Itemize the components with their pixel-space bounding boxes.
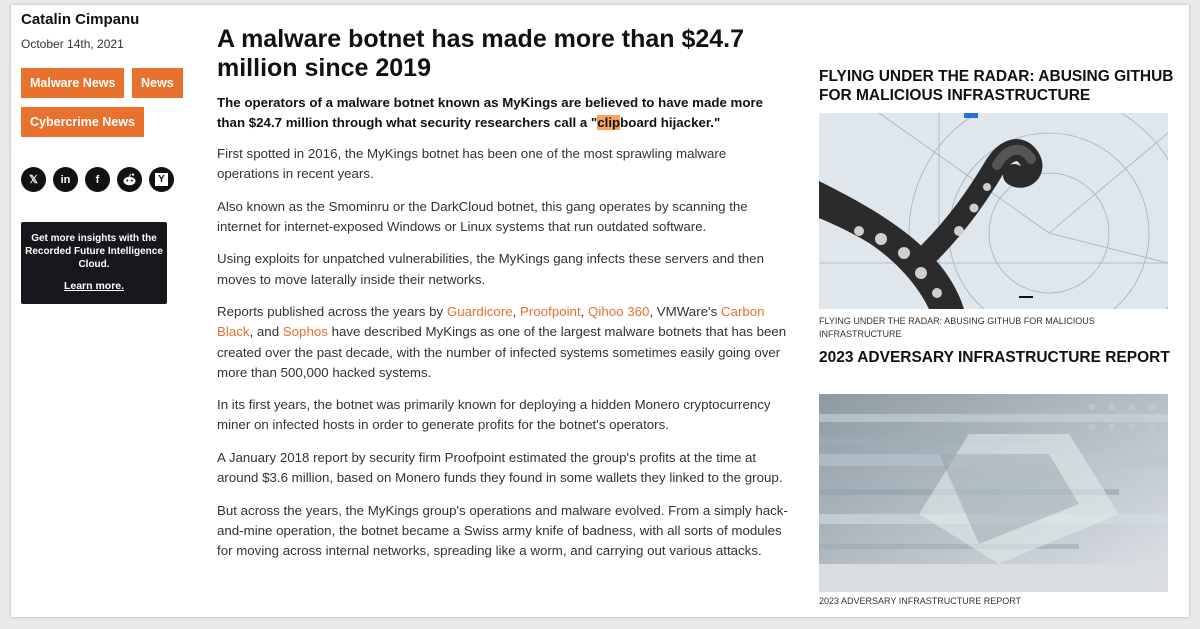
facebook-icon[interactable]: f — [85, 167, 110, 192]
paragraph-6: A January 2018 report by security firm Proofpoint estimated the group's profits at the time at around $3.6 million, based on Monero funds they found in some wallets they linked to the group. — [217, 449, 783, 486]
p4-text: have described MyKings as one of the largest malware botnets that has been created over the past decade, with the number of infected systems sometimes easily going over more than 500,000 hacked systems. — [217, 324, 787, 380]
linkedin-icon[interactable]: in — [53, 167, 78, 192]
paragraph-2: Also known as the Smominru or the DarkCloud botnet, this gang operates by scanning the internet for internet-exposed Windows or Linux systems that run outdated software. — [217, 198, 748, 234]
related-caption-adversary-report: 2023 ADVERSARY INFRASTRUCTURE REPORT — [819, 596, 1022, 606]
related-image-github[interactable] — [819, 113, 1168, 309]
p4-text: , — [580, 304, 589, 320]
p4-text: , and — [249, 324, 283, 340]
related-caption-github: FLYING UNDER THE RADAR: ABUSING GITHUB FOR MALICIOUS INFRASTRUCTURE — [819, 316, 1095, 339]
tag-cybercrime-news[interactable]: Cybercrime News — [21, 107, 144, 137]
tag-malware-news[interactable]: Malware News — [21, 68, 124, 98]
article-page — [11, 5, 1189, 617]
link-qihoo-360[interactable]: Qihoo 360 — [588, 304, 650, 320]
link-guardicore[interactable]: Guardicore — [446, 304, 513, 320]
paragraph-5: In its first years, the botnet was primarily known for deploying a hidden Monero cryptocurrency miner on infected hosts in order to generate profits for the botnet's operators. — [217, 397, 771, 433]
tag-news[interactable]: News — [132, 68, 183, 98]
hacker-news-glyph: Y — [155, 173, 168, 186]
related-image-adversary-report[interactable] — [819, 394, 1168, 592]
x-icon[interactable]: 𝕏 — [21, 167, 46, 192]
link-proofpoint[interactable]: Proofpoint — [520, 304, 581, 320]
lede-text-start: The operators of a malware botnet known as MyKings are believed to have made more than $24.7 million through what security researchers call a " — [217, 95, 764, 130]
link-sophos[interactable]: Sophos — [282, 324, 328, 340]
paragraph-3: Using exploits for unpatched vulnerabilities, the MyKings gang infects these servers and then moves to move laterally inside their networks. — [217, 251, 764, 287]
share-bar — [21, 167, 174, 192]
promo-learn-more-link[interactable]: Learn more. — [63, 280, 125, 292]
link-carbon-black[interactable]: Carbon Black — [217, 304, 765, 340]
article-lede — [217, 93, 792, 133]
publish-date: October 14th, 2021 — [21, 37, 124, 51]
lede-highlight: clip — [597, 115, 621, 130]
p4-text: Reports published across the years by — [217, 304, 447, 320]
article-body — [217, 144, 792, 574]
paragraph-4 — [217, 302, 792, 383]
p4-text: , VMWare's — [649, 304, 721, 320]
hacker-news-icon[interactable] — [149, 167, 174, 192]
lede-text-end: board hijacker." — [620, 115, 721, 130]
promo-box — [21, 222, 167, 304]
paragraph-1: First spotted in 2016, the MyKings botnet has been one of the most sprawling malware operations in recent years. — [217, 146, 727, 182]
related-title-adversary-report[interactable]: 2023 ADVERSARY INFRASTRUCTURE REPORT — [819, 349, 1170, 366]
paragraph-7: But across the years, the MyKings group's operations and malware evolved. From a simply hack-and-mine operation, the botnet became a Swiss army knife of badness, with all sorts of modules for moving across internal networks, spreading like a worm, and carrying out various attacks. — [217, 502, 788, 559]
p4-text: , — [512, 304, 521, 320]
author-name[interactable]: Catalin Cimpanu — [21, 11, 140, 28]
reddit-icon[interactable] — [117, 167, 142, 192]
related-title-github[interactable]: FLYING UNDER THE RADAR: ABUSING GITHUB FOR MALICIOUS INFRASTRUCTURE — [819, 68, 1174, 104]
article-title: A malware botnet has made more than $24.7 million since 2019 — [217, 25, 745, 82]
promo-text: Get more insights with the Recorded Future Intelligence Cloud. — [25, 233, 163, 270]
